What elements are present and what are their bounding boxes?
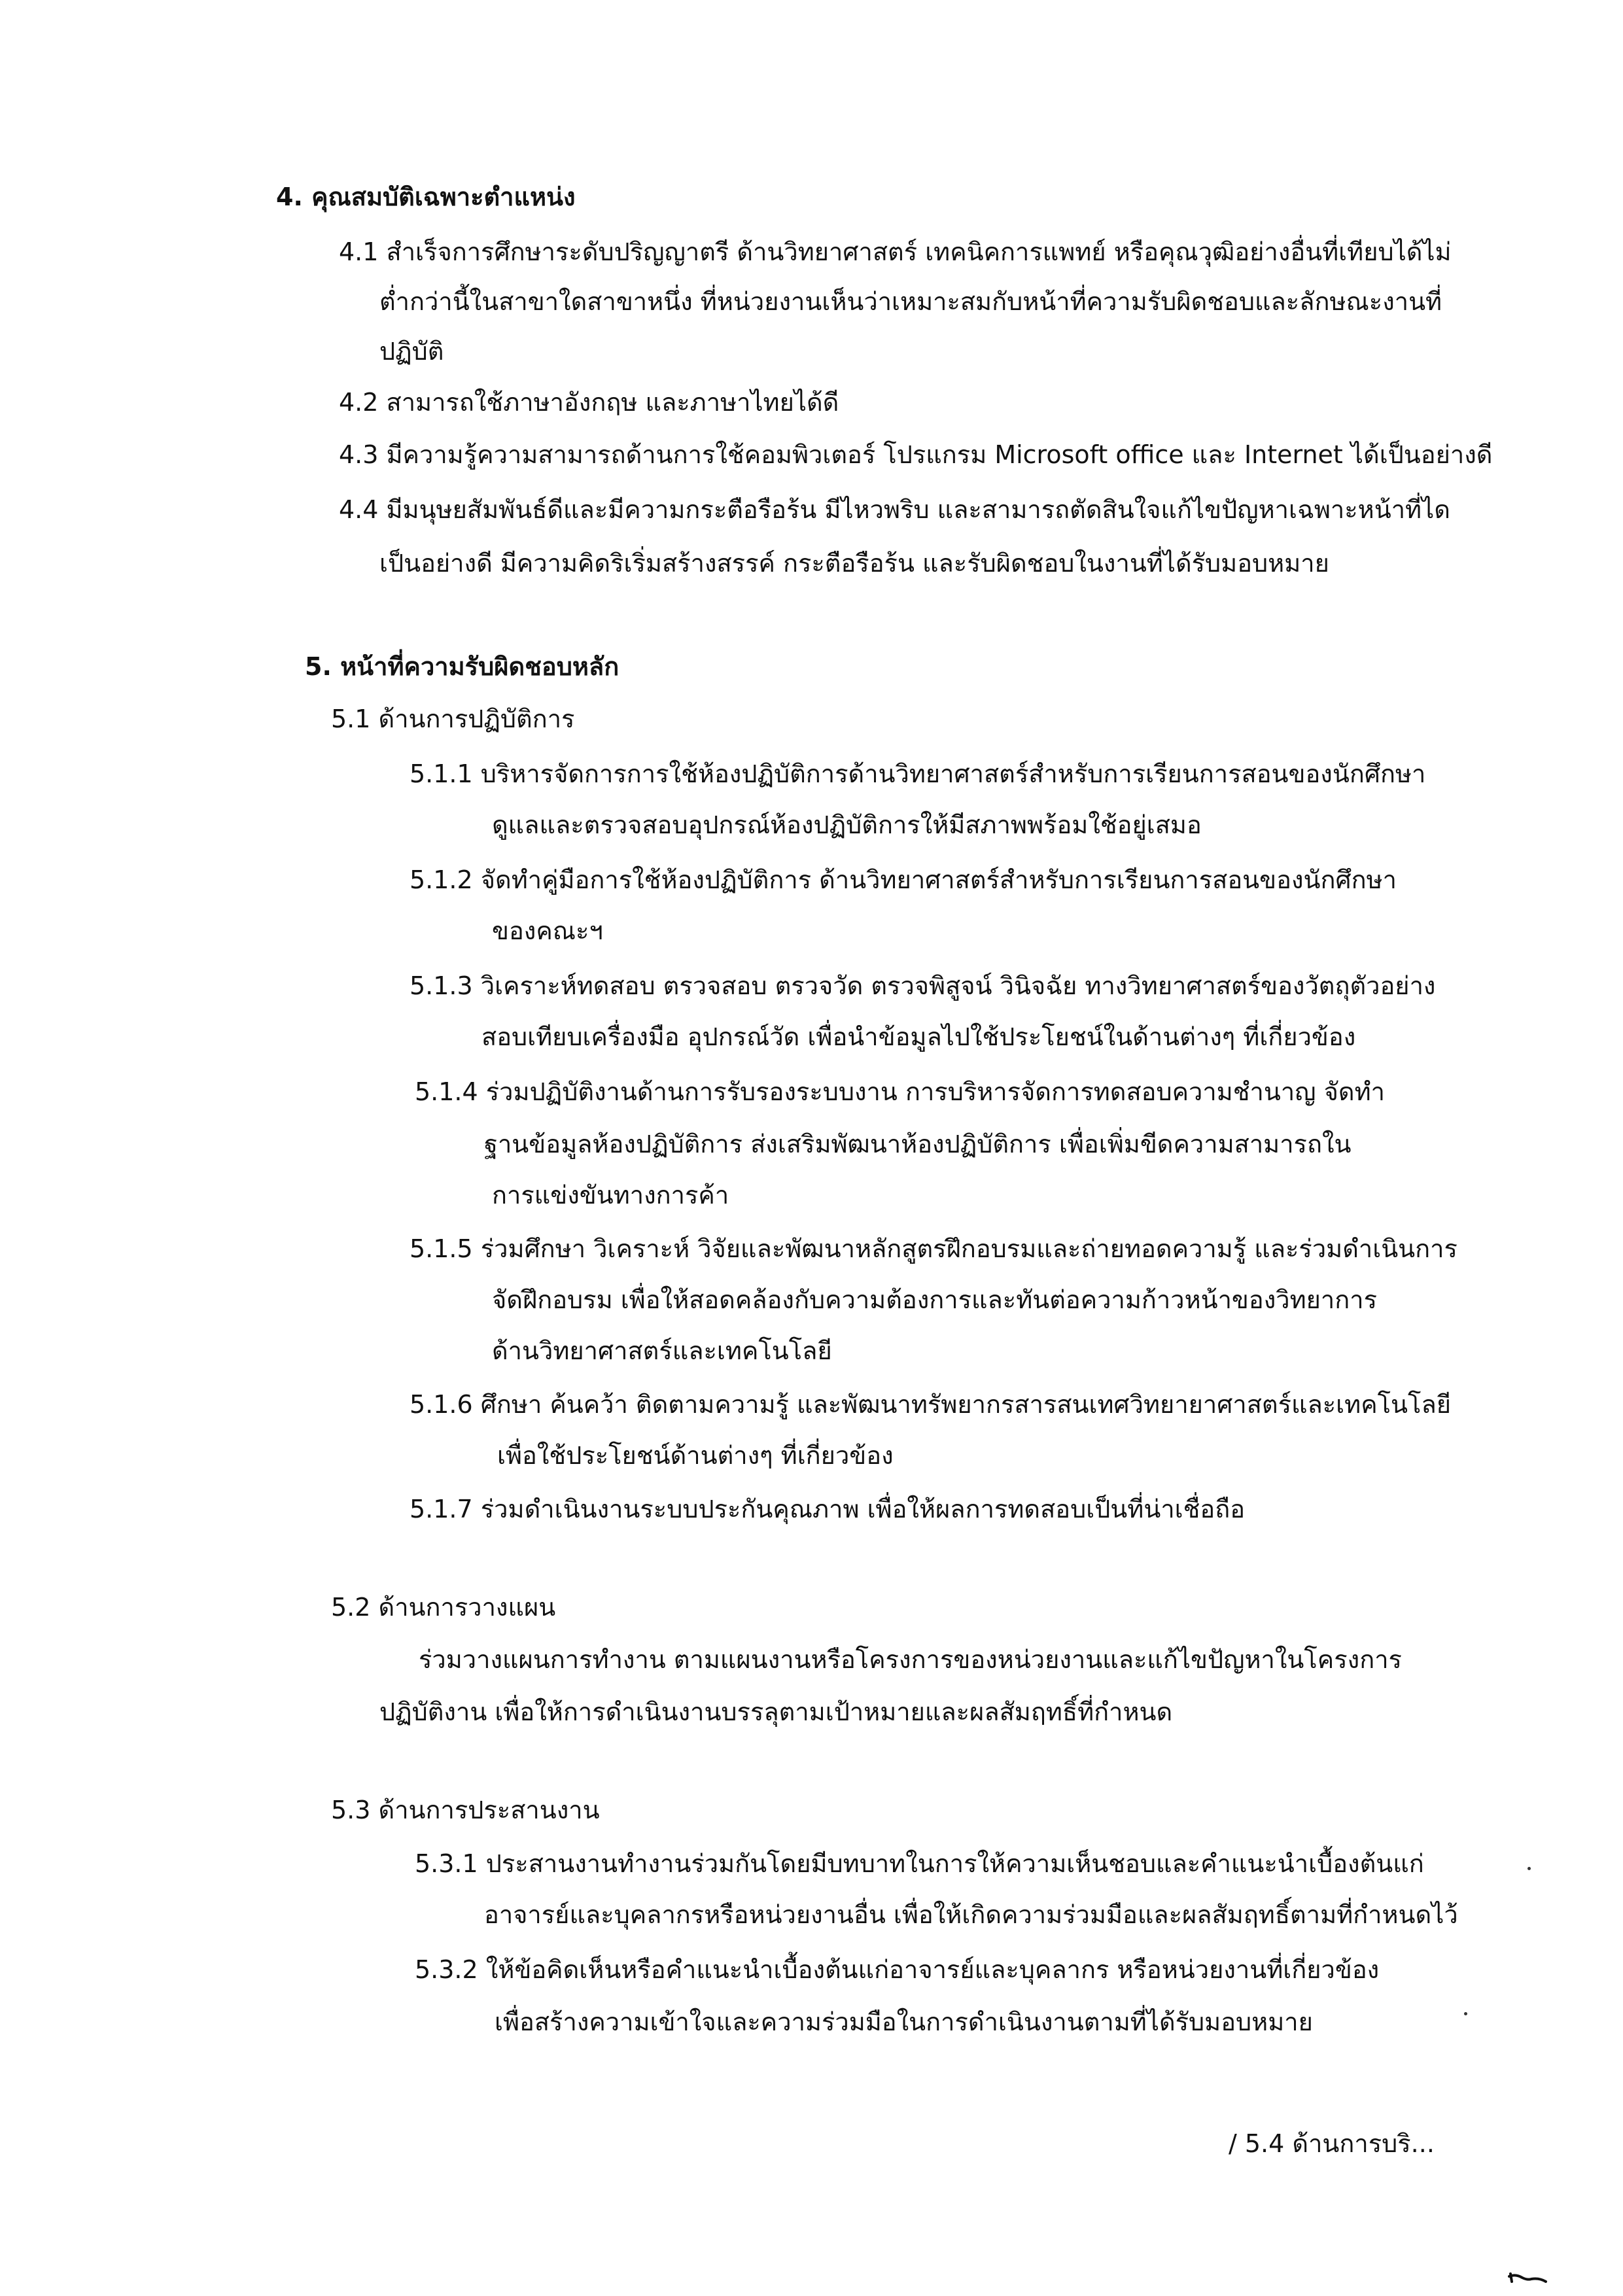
item-4-3: 4.3 มีความรู้ความสามารถด้านการใช้คอมพิวเตอร์ โปรแกรม Microsoft office และ Internet ได้เป็นอย่างดี: [339, 440, 1493, 469]
item-5-1-4-line-1: 5.1.4 ร่วมปฏิบัติงานด้านการรับรองระบบงาน การบริหารจัดการทดสอบความชำนาญ จัดทำ: [415, 1077, 1385, 1106]
item-5-1-3-line-2: สอบเทียบเครื่องมือ อุปกรณ์วัด เพื่อนำข้อมูลไปใช้ประโยชน์ในด้านต่างๆ ที่เกี่ยวข้อง: [481, 1022, 1356, 1051]
section-5-heading: 5. หน้าที่ความรับผิดชอบหลัก: [305, 652, 620, 681]
item-5-1-4-line-2: ฐานข้อมูลห้องปฏิบัติการ ส่งเสริมพัฒนาห้องปฏิบัติการ เพื่อเพิ่มขีดความสามารถใน: [484, 1130, 1352, 1158]
item-4-1-line-2: ต่ำกว่านี้ในสาขาใดสาขาหนึ่ง ที่หน่วยงานเห็นว่าเหมาะสมกับหน้าที่ความรับผิดชอบและลักษณะงานที่: [379, 287, 1442, 316]
item-5-3-2-line-1: 5.3.2 ให้ข้อคิดเห็นหรือคำแนะนำเบื้องต้นแก่อาจารย์และบุคลากร หรือหน่วยงานที่เกี่ยวข้อง: [415, 1955, 1380, 1984]
item-5-1-6-line-2: เพื่อใช้ประโยชน์ด้านต่างๆ ที่เกี่ยวข้อง: [497, 1441, 894, 1470]
handwritten-initial-mark: [1508, 2270, 1547, 2284]
section-4-heading: 4. คุณสมบัติเฉพาะตำแหน่ง: [276, 183, 576, 211]
sub-5-3-title: 5.3 ด้านการประสานงาน: [331, 1796, 600, 1824]
item-4-4-line-1: 4.4 มีมนุษยสัมพันธ์ดีและมีความกระตือรือร้น มีไหวพริบ และสามารถตัดสินใจแก้ไขปัญหาเฉพาะหน้าที่ได: [339, 495, 1450, 524]
item-4-2: 4.2 สามารถใช้ภาษาอังกฤษ และภาษาไทยได้ดี: [339, 388, 839, 417]
item-5-1-2-line-2: ของคณะฯ: [492, 916, 603, 945]
item-5-1-5-line-2: จัดฝึกอบรม เพื่อให้สอดคล้องกับความต้องการและทันต่อความก้าวหน้าของวิทยาการ: [492, 1285, 1378, 1314]
scan-speck: [1464, 2012, 1467, 2015]
scan-speck: [1527, 1867, 1531, 1870]
item-4-4-line-2: เป็นอย่างดี มีความคิดริเริ่มสร้างสรรค์ กระตือรือร้น และรับผิดชอบในงานที่ได้รับมอบหมาย: [379, 549, 1329, 578]
item-5-3-2-line-2: เพื่อสร้างความเข้าใจและความร่วมมือในการดำเนินงานตามที่ได้รับมอบหมาย: [495, 2008, 1313, 2036]
item-5-3-1-line-1: 5.3.1 ประสานงานทำงานร่วมกันโดยมีบทบาทในการให้ความเห็นชอบและคำแนะนำเบื้องต้นแก่: [415, 1849, 1424, 1878]
item-5-1-1-line-2: ดูแลและตรวจสอบอุปกรณ์ห้องปฏิบัติการให้มีสภาพพร้อมใช้อยู่เสมอ: [492, 810, 1202, 839]
item-5-1-5-line-1: 5.1.5 ร่วมศึกษา วิเคราะห์ วิจัยและพัฒนาหลักสูตรฝึกอบรมและถ่ายทอดความรู้ และร่วมดำเนินการ: [410, 1234, 1457, 1263]
continuation-note: / 5.4 ด้านการบริ...: [1229, 2129, 1435, 2158]
item-5-1-7: 5.1.7 ร่วมดำเนินงานระบบประกันคุณภาพ เพื่อให้ผลการทดสอบเป็นที่น่าเชื่อถือ: [410, 1495, 1246, 1523]
item-4-1-line-3: ปฏิบัติ: [379, 337, 444, 366]
item-4-1-line-1: 4.1 สำเร็จการศึกษาระดับปริญญาตรี ด้านวิทยาศาสตร์ เทคนิคการแพทย์ หรือคุณวุฒิอย่างอื่นที่เทียบได้ไม่: [339, 237, 1452, 266]
item-5-1-4-line-3: การแข่งขันทางการค้า: [492, 1181, 729, 1209]
item-5-1-5-line-3: ด้านวิทยาศาสตร์และเทคโนโลยี: [492, 1336, 832, 1365]
item-5-1-6-line-1: 5.1.6 ศึกษา ค้นคว้า ติดตามความรู้ และพัฒนาทรัพยากรสารสนเทศวิทยายาศาสตร์และเทคโนโลยี: [410, 1390, 1451, 1419]
sub-5-1-title: 5.1 ด้านการปฏิบัติการ: [331, 704, 575, 733]
item-5-1-1-line-1: 5.1.1 บริหารจัดการการใช้ห้องปฏิบัติการด้านวิทยาศาสตร์สำหรับการเรียนการสอนของนักศึกษา: [410, 759, 1426, 788]
item-5-1-3-line-1: 5.1.3 วิเคราะห์ทดสอบ ตรวจสอบ ตรวจวัด ตรวจพิสูจน์ วินิจฉัย ทางวิทยาศาสตร์ของวัตถุตัวอย่าง: [410, 971, 1436, 1000]
sub-5-2-title: 5.2 ด้านการวางแผน: [331, 1593, 556, 1622]
item-5-3-1-line-2: อาจารย์และบุคลากรหรือหน่วยงานอื่น เพื่อให้เกิดความร่วมมือและผลสัมฤทธิ์ตามที่กำหนดไว้: [484, 1900, 1458, 1929]
sub-5-2-body-line-2: ปฏิบัติงาน เพื่อให้การดำเนินงานบรรลุตามเป้าหมายและผลสัมฤทธิ์ที่กำหนด: [379, 1697, 1173, 1726]
sub-5-2-body-line-1: ร่วมวางแผนการทำงาน ตามแผนงานหรือโครงการของหน่วยงานและแก้ไขปัญหาในโครงการ: [419, 1645, 1402, 1674]
item-5-1-2-line-1: 5.1.2 จัดทำคู่มือการใช้ห้องปฏิบัติการ ด้านวิทยาศาสตร์สำหรับการเรียนการสอนของนักศึกษา: [410, 865, 1397, 894]
